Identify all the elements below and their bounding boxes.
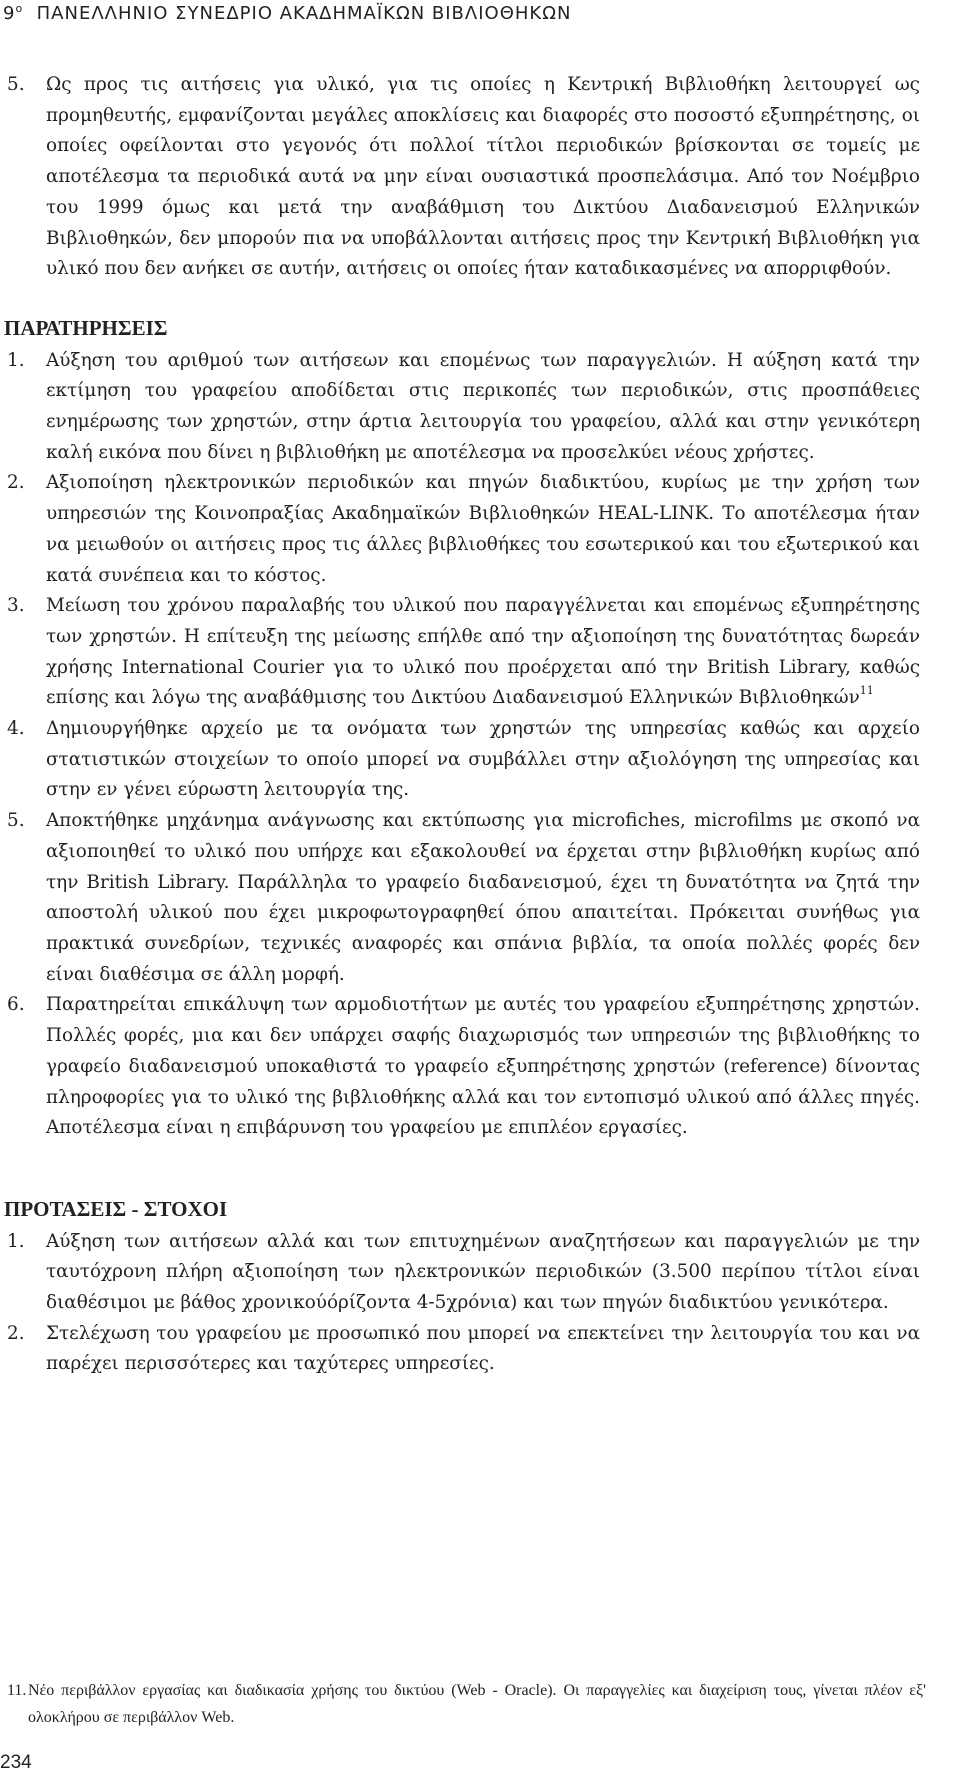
item-text: Δημιουργήθηκε αρχείο με τα ονόματα των χρηστών της υπηρεσίας καθώς και αρχείο στατιστικών στοιχείων το οποίο μπορεί να συμβάλλει στην αξιολόγηση της υπηρεσίας και στην εν γένει εύρωστη λειτουργία της. xyxy=(46,718,920,801)
footnote-item xyxy=(0,1677,926,1731)
item-number: 3. xyxy=(7,595,25,617)
running-header xyxy=(3,2,571,24)
item-number: 4. xyxy=(7,718,25,740)
item-text: Αξιοποίηση ηλεκτρονικών περιοδικών και πηγών διαδικτύου, κυρίως με την χρήση των υπηρεσιών της Κοινοπραξίας Ακαδημαϊκών Βιβλιοθηκών HEAL-LINK. Το αποτέλεσμα ήταν να μειωθούν οι αιτήσεις προς τις άλλες βιβλιοθήκες του εσωτερικού και του εξωτερικού και κατά συνέπεια και το κόστος. xyxy=(46,472,920,586)
section-title-proposals: ΠΡΟΤΑΣΕΙΣ - ΣΤΟΧΟΙ xyxy=(4,1196,228,1221)
item-text: Παρατηρείται επικάλυψη των αρμοδιοτήτων με αυτές του γραφείου εξυπηρέτησης χρηστών. Πολλές φορές, μια και δεν υπάρχει σαφής διαχωρισμός των υπηρεσιών της βιβλιοθήκης το γραφείο διαδανεισμού υποκαθιστά το γραφείο εξυπηρέτησης χρηστών (reference) δίνοντας πληροφορίες για το υλικό της βιβλιοθήκης αλλά και τον εντοπισμό υλικού από άλλες πηγές. Αποτέλεσμα είναι η επιβάρυνση του γραφείου με επιπλέον εργασίες. xyxy=(46,994,920,1139)
list-item xyxy=(0,714,920,806)
list-item-intro xyxy=(0,70,920,285)
item-number: 2. xyxy=(7,472,25,494)
list-item xyxy=(0,468,920,591)
ordinal-indicator: ο xyxy=(15,2,24,15)
conference-title: ΠΑΝΕΛΛΗΝΙΟ ΣΥΝΕΔΡΙΟ ΑΚΑΔΗΜΑΪΚΩΝ ΒΙΒΛΙΟΘΗΚΩΝ xyxy=(36,3,572,24)
list-item xyxy=(0,806,920,990)
item-number: 6. xyxy=(7,994,25,1016)
item-number: 5. xyxy=(7,810,25,832)
proposals-list xyxy=(0,1227,920,1381)
item-text: Ως προς τις αιτήσεις για υλικό, για τις οποίες η Κεντρική Βιβλιοθήκη λειτουργεί ως προμηθευτής, εμφανίζονται μεγάλες αποκλίσεις και διαφορές στο ποσοστό εξυπηρέτησης, οι οποίες οφείλονται στο γεγονός ότι πολλοί τίτλοι περιοδικών βρίσκονται σε τομείς με αποτέλεσμα τα περιοδικά αυτά να μην είναι ουσιαστικά προσπελάσιμα. Από τον Νοέμβριο του 1999 όμως και μετά την αναβάθμιση του Δικτύου Διαδανεισμού Ελληνικών Βιβλιοθηκών, δεν μπορούν πια να υποβάλλονται αιτήσεις προς την Κεντρική Βιβλιοθήκη για υλικό που δεν ανήκει σε αυτήν, αιτήσεις οι οποίες ήταν καταδικασμένες να απορριφθούν. xyxy=(46,74,920,280)
list-item xyxy=(0,990,920,1144)
item-number: 1. xyxy=(7,1230,25,1252)
list-item xyxy=(0,591,920,714)
conference-number: 9 xyxy=(3,3,16,24)
item-number: 5. xyxy=(7,74,25,95)
main-content xyxy=(0,70,920,1380)
list-item xyxy=(0,1227,920,1319)
item-text: Μείωση του χρόνου παραλαβής του υλικού που παραγγέλνεται και επομένως εξυπηρέτησης των χρηστών. Η επίτευξη της μείωσης επήλθε από την αξιοποίηση της δυνατότητας δωρεάν χρήσης International Courier για το υλικό που προέρχεται από την British Library, καθώς επίσης και λόγω της αναβάθμισης του Δικτύου Διαδανεισμού Ελληνικών Βιβλιοθηκών xyxy=(46,595,920,709)
footnote-number: 11. xyxy=(7,1682,27,1699)
footnote-text: Νέο περιβάλλον εργασίας και διαδικασία χρήσης του δικτύου (Web - Oracle). Οι παραγγελίες και διαχείριση τους, γίνεται πλέον εξ' ολοκλήρου σε περιβάλλον Web. xyxy=(28,1682,926,1726)
page-number: 234 xyxy=(0,1752,32,1773)
item-text: Αποκτήθηκε μηχάνημα ανάγνωσης και εκτύπωσης για microfiches, microfilms με σκοπό να αξιοποιηθεί το υλικό που υπήρχε και εξακολουθεί να έρχεται στην βιβλιοθήκη κυρίως από την British Library. Παράλληλα το γραφείο διαδανεισμού, έχει τη δυνατότητα να ζητά την αποστολή υλικού που έχει μικροφωτογραφηθεί όπου απαιτείται. Πρόκειται συνήθως για πρακτικά συνεδρίων, τεχνικές αναφορές και σπάνια βιβλία, τα οποία πολλές φορές δεν είναι διαθέσιμα σε άλλη μορφή. xyxy=(46,810,920,985)
item-text: Αύξηση του αριθμού των αιτήσεων και επομένως των παραγγελιών. Η αύξηση κατά την εκτίμηση του γραφείου αποδίδεται στις περικοπές των περιοδικών, στις προσπάθειες ενημέρωσης των χρηστών, στην άρτια λειτουργία του γραφείου, αλλά και στην γενικότερη καλή εικόνα που δίνει η βιβλιοθήκη με αποτέλεσμα να προσελκύει νέους χρήστες. xyxy=(46,349,920,463)
item-number: 2. xyxy=(7,1322,25,1344)
observations-list xyxy=(0,346,920,1144)
list-item xyxy=(0,346,920,469)
item-text: Στελέχωση του γραφείου με προσωπικό που μπορεί να επεκτείνει την λειτουργία του και να παρέχει περισσότερες και ταχύτερες υπηρεσίες. xyxy=(46,1322,920,1375)
item-number: 1. xyxy=(7,349,25,371)
footnotes xyxy=(0,1677,926,1731)
item-text: Αύξηση των αιτήσεων αλλά και των επιτυχημένων αναζητήσεων και παραγγελιών με την ταυτόχρονη πλήρη αξιοποίηση των ηλεκτρονικών περιοδικών (3.500 περίπου τίτλοι είναι διαθέσιμοι με βάθος χρονικούόρίζοντα 4-5χρόνια) και των πηγών διαδικτύου γενικότερα. xyxy=(46,1230,920,1314)
list-item xyxy=(0,1319,920,1380)
footnote-reference: 11 xyxy=(859,684,874,698)
section-title-observations: ΠΑΡΑΤΗΡΗΣΕΙΣ xyxy=(4,315,168,340)
